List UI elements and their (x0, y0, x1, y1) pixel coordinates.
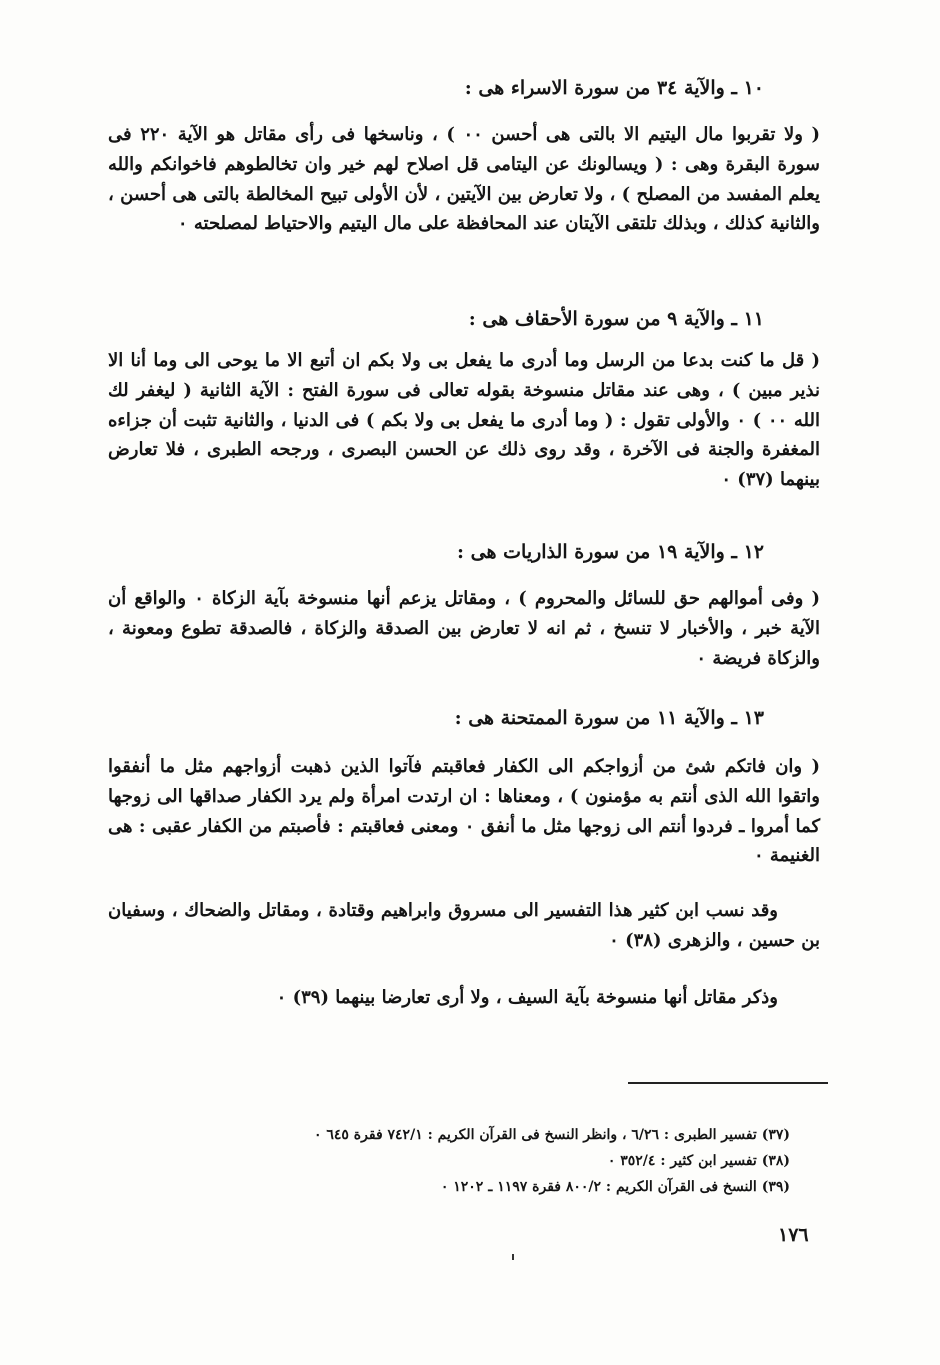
section-10-heading: ١٠ ـ والآية ٣٤ من سورة الاسراء هى : (464, 77, 764, 99)
section-11-heading: ١١ ـ والآية ٩ من سورة الأحقاف هى : (468, 308, 764, 330)
section-12-heading: ١٢ ـ والآية ١٩ من سورة الذاريات هى : (457, 541, 764, 563)
footnote-38: (٣٨) تفسير ابن كثير : ٣٥٢/٤ ٠ (607, 1153, 790, 1169)
closing-paragraph: وذكر مقاتل أنها منسوخة بآية السيف ، ولا أرى تعارضا بينهما (٣٩) ٠ (276, 987, 778, 1008)
section-10-paragraph: ( ولا تقربوا مال اليتيم الا بالتى هى أحسن ٠٠ ) ، وناسخها فى رأى مقاتل هو الآية ٢٢٠ فى سورة البقرة وهى : ( ويسالونك عن اليتامى قل اصلاح لهم خير وان تخالطوهم فاخوانكم والله يعلم المفسد من المصلح ) ، ولا تعارض بين الآيتين ، لأن الأولى تبيح المخالطة بالتى هى أحسن ، والثانية كذلك ، وبذلك تلتقى الآيتان عند المحافظة على مال اليتيم والاحتياط لمصلحته ٠ (108, 124, 821, 235)
footnote-separator (628, 1082, 828, 1084)
scan-speck (512, 1254, 514, 1260)
section-12-paragraph: ( وفى أموالهم حق للسائل والمحروم ) ، ومقاتل يزعم أنها منسوخة بآية الزكاة ٠ والواقع أن الآية خبر ، والأخبار لا تنسخ ، ثم انه لا تعارض بين الصدقة والزكاة ، فالصدقة تطوع ومعونة ، والزكاة فريضة ٠ (108, 588, 820, 669)
page-number: ١٧٦ (778, 1224, 809, 1246)
ibn-kathir-paragraph: وقد نسب ابن كثير هذا التفسير الى مسروق وابراهيم وقتادة ، ومقاتل والضحاك ، وسفيان بن حسين ، والزهرى (٣٨) ٠ (108, 900, 820, 951)
section-13-paragraph: ( وان فاتكم شئ من أزواجكم الى الكفار فعاقبتم فآتوا الذين ذهبت أزواجهم مثل ما أنفقوا واتقوا الله الذى أنتم به مؤمنون ) ، ومعناها : ان ارتدت امرأة ولم يرد الكفار صداقها الى زوجها كما أمروا ـ فردوا أنتم الى زوجها مثل ما أنفق ٠ ومعنى فعاقبتم : فأصبتم من الكفار عقبى : هى الغنيمة ٠ (108, 756, 821, 867)
section-11-paragraph: ( قل ما كنت بدعا من الرسل وما أدرى ما يفعل بى ولا بكم ان أتبع الا ما يوحى الى وما أنا الا نذير مبين ) ، وهى عند مقاتل منسوخة بقوله تعالى فى سورة الفتح : الآية الثانية ( ليغفر لك الله ٠٠ ) ٠ والأولى تقول : ( وما أدرى ما يفعل بى ولا بكم ) فى الدنيا ، والثانية تثبت أن جزاءه المغفرة والجنة فى الآخرة ، وقد روى ذلك عن الحسن البصرى ، ورجحه الطبرى ، فلا تعارض بينهما (٣٧) ٠ (108, 350, 820, 491)
section-13-heading: ١٣ ـ والآية ١١ من سورة الممتحنة هى : (454, 707, 764, 729)
footnote-39: (٣٩) النسخ فى القرآن الكريم : ٨٠٠/٢ فقرة ١١٩٧ ـ ١٢٠٢ ٠ (440, 1179, 790, 1195)
footnote-37: (٣٧) تفسير الطبرى : ٦/٢٦ ، وانظر النسخ فى القرآن الكريم : ٧٤٢/١ فقرة ٦٤٥ ٠ (313, 1127, 790, 1143)
